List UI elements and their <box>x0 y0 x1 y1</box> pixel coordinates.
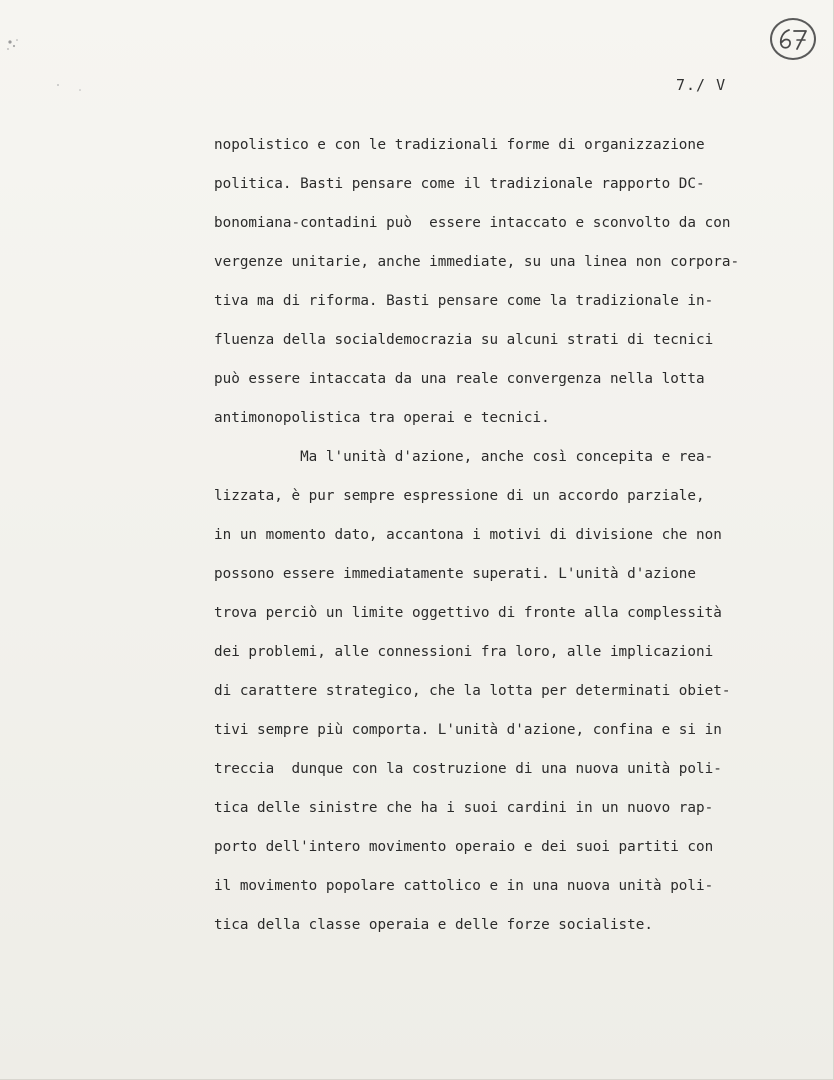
text-line: il movimento popolare cattolico e in una nuova unità poli- <box>214 878 714 894</box>
text-line: in un momento dato, accantona i motivi di divisione che non <box>214 527 722 543</box>
text-line: Ma l'unità d'azione, anche così concepita e rea- <box>214 449 714 465</box>
text-line: treccia dunque con la costruzione di una nuova unità poli- <box>214 761 722 777</box>
stamp-number-graphic <box>775 26 811 52</box>
text-line: vergenze unitarie, anche immediate, su una linea non corpora- <box>214 254 740 270</box>
text-line: di carattere strategico, che la lotta per determinati obiet- <box>214 683 731 699</box>
text-line: dei problemi, alle connessioni fra loro, alle implicazioni <box>214 644 714 660</box>
text-line: tivi sempre più comporta. L'unità d'azione, confina e si in <box>214 722 722 738</box>
text-line: tica della classe operaia e delle forze socialiste. <box>214 917 653 933</box>
text-line: fluenza della socialdemocrazia su alcuni strati di tecnici <box>214 332 714 348</box>
text-line: nopolistico e con le tradizionali forme di organizzazione <box>214 137 705 153</box>
text-line: lizzata, è pur sempre espressione di un accordo parziale, <box>214 488 705 504</box>
text-line: antimonopolistica tra operai e tecnici. <box>214 410 550 426</box>
text-line: tiva ma di riforma. Basti pensare come la tradizionale in- <box>214 293 714 309</box>
text-line: può essere intaccata da una reale convergenza nella lotta <box>214 371 705 387</box>
text-line: trova perciò un limite oggettivo di fronte alla complessità <box>214 605 722 621</box>
archive-stamp <box>770 18 816 60</box>
body-text <box>214 131 739 950</box>
text-line: bonomiana-contadini può essere intaccato e sconvolto da con <box>214 215 731 231</box>
text-line: politica. Basti pensare come il tradizionale rapporto DC- <box>214 176 705 192</box>
text-line: possono essere immediatamente superati. L'unità d'azione <box>214 566 697 582</box>
text-line: tica delle sinistre che ha i suoi cardini in un nuovo rap- <box>214 800 714 816</box>
text-line: porto dell'intero movimento operaio e dei suoi partiti con <box>214 839 714 855</box>
page-number: 7./ V <box>676 76 727 94</box>
paper-specks <box>0 30 110 100</box>
